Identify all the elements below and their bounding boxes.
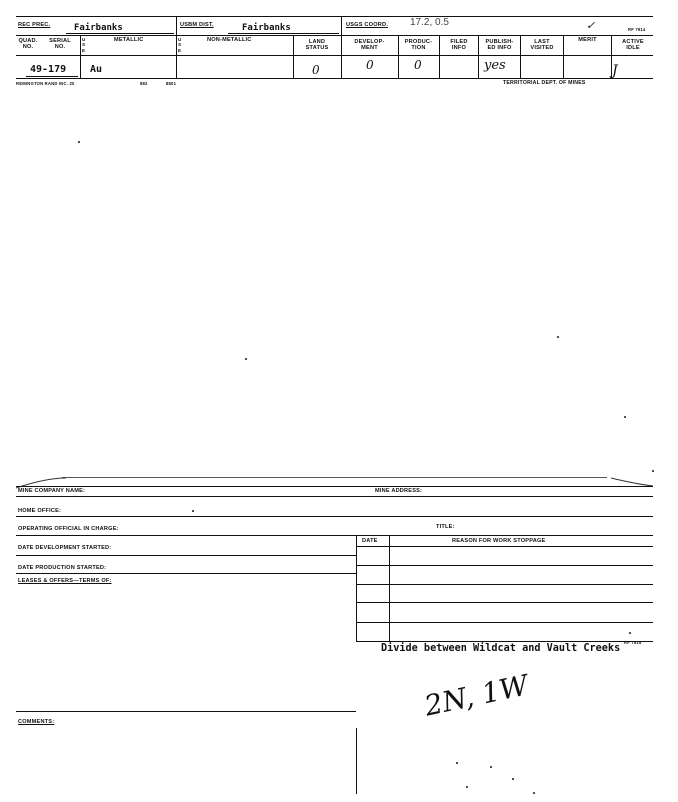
col-use-2: U S E — [178, 37, 182, 53]
usbm-dist-label: USBM DIST. — [180, 22, 214, 28]
operating-official-label: OPERATING OFFICIAL IN CHARGE: — [18, 526, 119, 532]
grid-line-4 — [356, 622, 653, 623]
col-published-info: PUBLISH- ED INFO — [485, 39, 514, 52]
top-line-3 — [16, 55, 653, 56]
printer-code-2: 8801 — [166, 81, 177, 86]
divider-merit — [563, 35, 564, 78]
speck — [466, 786, 468, 788]
usbm-dist-underline — [228, 33, 339, 34]
divider-filed — [439, 35, 440, 78]
checkmark: ✓ — [586, 19, 596, 32]
reason-label: REASON FOR WORK STOPPAGE — [452, 538, 546, 544]
location-description: Divide between Wildcat and Vault Creeks — [381, 643, 621, 654]
rec-prec-underline — [66, 33, 174, 34]
speck — [192, 510, 194, 512]
home-office-label: HOME OFFICE: — [18, 508, 62, 514]
row-metallic: Au — [90, 64, 103, 75]
form-top-curve — [16, 474, 653, 494]
speck — [78, 141, 80, 143]
speck — [557, 336, 559, 338]
date-label: DATE — [362, 538, 378, 544]
row-active-idle: J — [612, 63, 618, 79]
divider-published — [478, 35, 479, 78]
speck — [245, 358, 247, 360]
grid-line-1 — [356, 565, 653, 566]
grid-left-edge — [356, 535, 357, 642]
col-serial: SERIAL NO. — [49, 38, 71, 50]
mine-company-name-label: MINE COMPANY NAME: — [18, 488, 86, 494]
line-after-dev — [16, 555, 356, 556]
col-quad: QUAD. NO. — [18, 38, 38, 50]
col-use-1: U S E — [82, 37, 86, 53]
comments-divider — [356, 728, 357, 794]
line-after-home-office — [16, 516, 653, 517]
divider-metallic — [80, 35, 81, 78]
small-code: RF 7915 — [624, 640, 642, 645]
row-land-status: 0 — [312, 63, 320, 77]
row-quad-serial: 49-179 — [30, 64, 67, 75]
speck — [652, 470, 654, 472]
leases-label: LEASES & OFFERS—TERMS OF: — [18, 578, 112, 584]
speck — [490, 766, 492, 768]
col-development: DEVELOP- MENT — [354, 39, 385, 52]
col-filed-info: FILED INFO — [450, 39, 468, 52]
speck — [629, 632, 631, 634]
line-after-prod — [16, 573, 356, 574]
leases-box-bottom — [16, 711, 356, 712]
top-line-4 — [16, 78, 653, 79]
row-quad-underline — [26, 76, 78, 77]
date-dev-started-label: DATE DEVELOPMENT STARTED: — [18, 545, 112, 551]
grid-header-bottom — [356, 546, 653, 547]
col-non-metallic: NON-METALLIC — [207, 37, 252, 43]
divider-land — [293, 35, 294, 78]
mine-company-topline — [16, 486, 653, 487]
col-land-status: LAND STATUS — [305, 39, 329, 52]
date-prod-started-label: DATE PRODUCTION STARTED: — [18, 565, 107, 571]
territorial-dept: TERRITORIAL DEPT. OF MINES — [503, 80, 586, 86]
line-after-company — [16, 496, 653, 497]
line-after-official — [16, 535, 653, 536]
printer-credit: REMINGTON RAND INC. 20 — [16, 81, 75, 86]
col-merit: MERIT — [578, 37, 597, 43]
col-production: PRODUC- TION — [404, 39, 433, 52]
speck — [533, 792, 535, 794]
row-production: 0 — [414, 58, 422, 72]
row-development: 0 — [366, 58, 374, 72]
grid-line-5 — [356, 641, 653, 642]
usgs-coord-value: 17.2, 0.5 — [410, 17, 449, 28]
comments-label: COMMENTS: — [18, 719, 55, 725]
handwritten-note: 2N, 1W — [421, 668, 532, 723]
row-published-info: yes — [484, 58, 506, 73]
top-line-2 — [16, 35, 653, 36]
grid-date-divider — [389, 535, 390, 642]
usbm-dist-value: Fairbanks — [242, 23, 291, 33]
speck — [624, 416, 626, 418]
speck — [456, 762, 458, 764]
mine-address-label: MINE ADDRESS: — [375, 488, 423, 494]
divider-last-visited — [520, 35, 521, 78]
rec-prec-value: Fairbanks — [74, 23, 123, 33]
col-active-idle: ACTIVE IDLE — [622, 39, 644, 52]
usgs-coord-label: USGS COORD. — [346, 22, 388, 28]
rec-prec-label: REC PREC. — [18, 22, 51, 28]
grid-line-2 — [356, 584, 653, 585]
form-number: RF 7914 — [628, 27, 646, 32]
grid-line-3 — [356, 602, 653, 603]
col-metallic: METALLIC — [114, 37, 144, 43]
speck — [512, 778, 514, 780]
col-last-visited: LAST VISITED — [530, 39, 554, 52]
top-line-1 — [16, 16, 653, 17]
divider-usgs — [341, 16, 342, 78]
title-label: TITLE: — [436, 524, 455, 530]
divider-usbm — [176, 16, 177, 78]
printer-code-1: 882 — [140, 81, 148, 86]
divider-production — [398, 35, 399, 78]
